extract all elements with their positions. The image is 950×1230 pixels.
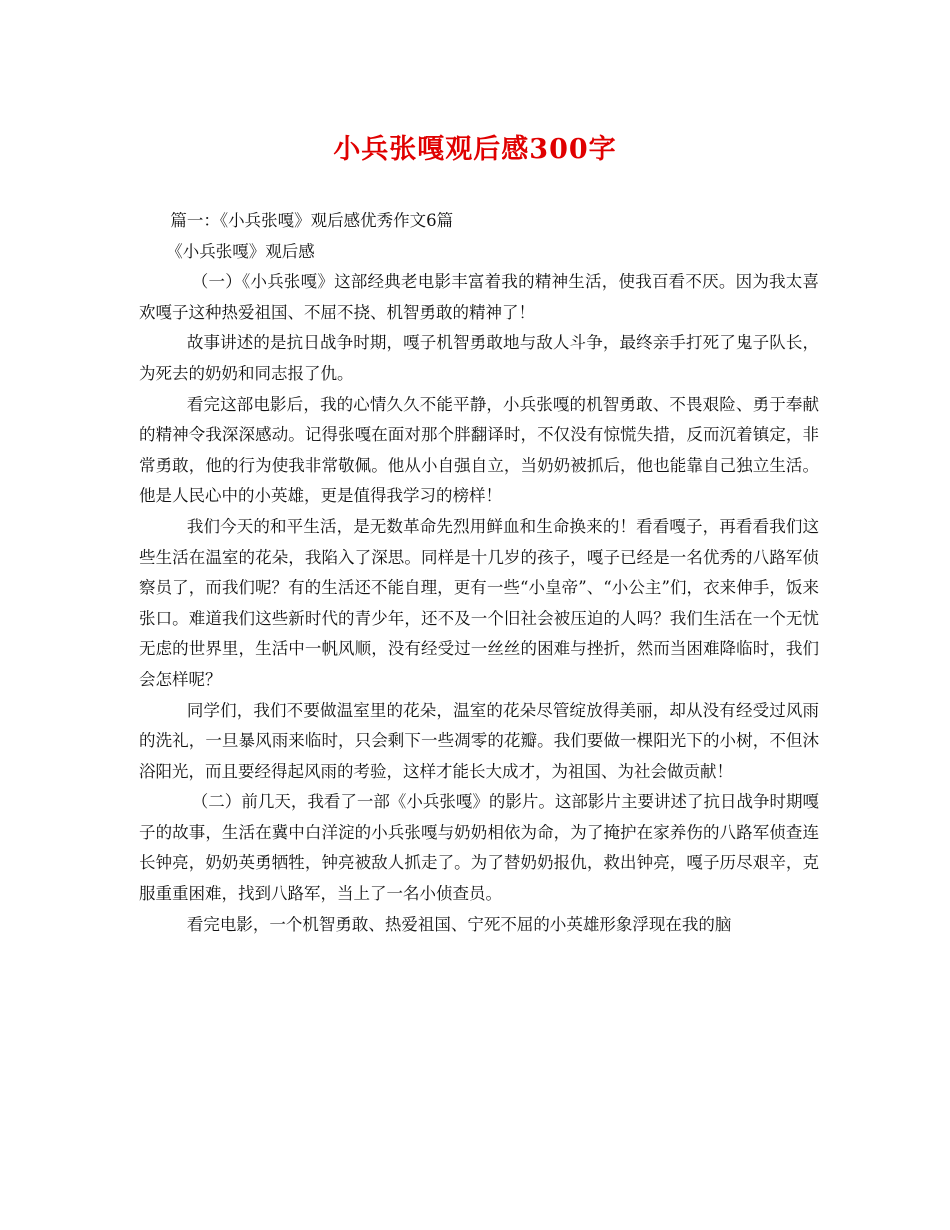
- document-body: [139, 206, 819, 940]
- paragraph: 我们今天的和平生活，是无数革命先烈用鲜血和生命换来的！看看嘎子，再看看我们这些生活在温室的花朵，我陷入了深思。同样是十几岁的孩子，嘎子已经是一名优秀的八路军侦察员了，而我们呢？有的生活还不能自理，更有一些“小皇帝”、“小公主”们，衣来伸手，饭来张口。难道我们这些新时代的青少年，还不及一个旧社会被压迫的人吗？我们生活在一个无忧无虑的世界里，生活中一帆风顺，没有经受过一丝丝的困难与挫折，然而当困难降临时，我们会怎样呢？: [139, 516, 819, 689]
- sub-heading: 《小兵张嘎》观后感: [166, 241, 315, 261]
- document-title: 小兵张嘎观后感300字: [333, 134, 617, 165]
- paragraph: 故事讲述的是抗日战争时期，嘎子机智勇敢地与敌人斗争，最终亲手打死了鬼子队长，为死去的奶奶和同志报了仇。: [139, 333, 819, 383]
- paragraph: （一）《小兵张嘎》这部经典老电影丰富着我的精神生活，使我百看不厌。因为我太喜欢嘎子这种热爱祖国、不屈不挠、机智勇敢的精神了！: [139, 272, 819, 322]
- paragraph: （二）前几天，我看了一部《小兵张嘎》的影片。这部影片主要讲述了抗日战争时期嘎子的故事，生活在冀中白洋淀的小兵张嘎与奶奶相依为命，为了掩护在家养伤的八路军侦查连长钟亮，奶奶英勇牺牲，钟亮被敌人抓走了。为了替奶奶报仇，救出钟亮，嘎子历尽艰辛，克服重重困难，找到八路军，当上了一名小侦查员。: [139, 792, 819, 904]
- section-heading: 篇一：《小兵张嘎》观后感优秀作文6篇: [170, 211, 454, 230]
- paragraph: 同学们，我们不要做温室里的花朵，温室的花朵尽管绽放得美丽，却从没有经受过风雨的洗礼，一旦暴风雨来临时，只会剩下一些凋零的花瓣。我们要做一棵阳光下的小树，不但沐浴阳光，而且要经得起风雨的考验，这样才能长大成才，为祖国、为社会做贡献！: [139, 700, 819, 781]
- paragraph: 看完电影，一个机智勇敢、热爱祖国、宁死不屈的小英雄形象浮现在我的脑: [186, 914, 732, 934]
- paragraph: 看完这部电影后，我的心情久久不能平静，小兵张嘎的机智勇敢、不畏艰险、勇于奉献的精神令我深深感动。记得张嘎在面对那个胖翻译时，不仅没有惊慌失措，反而沉着镇定，非常勇敢，他的行为使我非常敬佩。他从小自强自立，当奶奶被抓后，他也能靠自己独立生活。他是人民心中的小英雄，更是值得我学习的榜样！: [139, 394, 819, 506]
